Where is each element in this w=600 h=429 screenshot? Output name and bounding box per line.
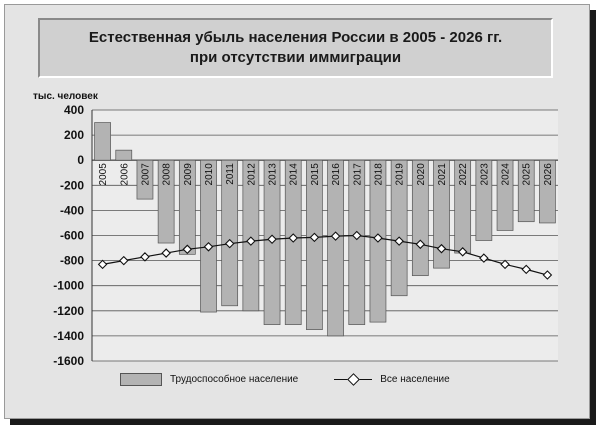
x-tick-label: 2009 <box>182 163 194 186</box>
x-tick-label: 2012 <box>246 163 258 186</box>
x-tick-label: 2025 <box>521 163 533 186</box>
x-tick-label: 2019 <box>394 163 406 186</box>
chart-title-line-1: Естественная убыль населения России в 2005 - 2026 гг. <box>88 29 503 46</box>
x-tick-label: 2022 <box>458 163 470 186</box>
y-tick-label: 200 <box>63 128 84 143</box>
y-tick-label: 0 <box>77 153 84 168</box>
x-tick-label: 2021 <box>437 163 448 186</box>
y-tick-label: -1200 <box>53 303 84 318</box>
y-tick-label: -400 <box>59 203 84 218</box>
legend-label-working-age: Трудоспособное население <box>170 374 299 385</box>
y-tick-label: -200 <box>59 178 84 193</box>
x-tick-label: 2016 <box>331 163 343 186</box>
x-tick-label: 2014 <box>288 163 300 186</box>
x-tick-label: 2024 <box>500 163 512 186</box>
x-tick-label: 2026 <box>542 163 554 186</box>
legend-label-total: Все население <box>380 374 450 385</box>
x-tick-label: 2007 <box>140 163 152 186</box>
legend-swatch-working-age <box>120 373 162 386</box>
y-tick-label: -1400 <box>53 328 84 343</box>
legend-diamond-icon <box>347 373 360 386</box>
bar <box>328 160 344 336</box>
x-tick-label: 2017 <box>352 163 364 186</box>
x-tick-label: 2013 <box>267 163 279 186</box>
x-tick-label: 2020 <box>415 163 427 186</box>
chart-title-line-2: при отсутствии иммиграции <box>189 49 402 66</box>
y-tick-label: 400 <box>63 103 84 117</box>
y-tick-label: -600 <box>59 228 84 243</box>
y-tick-label: -1600 <box>53 354 84 368</box>
x-tick-label: 2008 <box>161 163 173 186</box>
x-tick-label: 2005 <box>98 163 110 186</box>
chart-legend <box>120 373 450 386</box>
bar <box>116 150 132 160</box>
y-tick-label: -1000 <box>53 278 84 293</box>
x-tick-label: 2015 <box>309 163 321 186</box>
x-tick-label: 2023 <box>479 163 491 186</box>
x-tick-label: 2010 <box>204 163 215 186</box>
x-tick-label: 2018 <box>373 163 385 186</box>
legend-marker-total <box>334 374 372 385</box>
x-tick-label: 2006 <box>119 163 131 186</box>
bar <box>95 123 111 161</box>
y-axis-label: тыс. человек <box>33 91 98 102</box>
x-tick-label: 2011 <box>225 163 237 185</box>
y-tick-label: -800 <box>59 253 84 268</box>
